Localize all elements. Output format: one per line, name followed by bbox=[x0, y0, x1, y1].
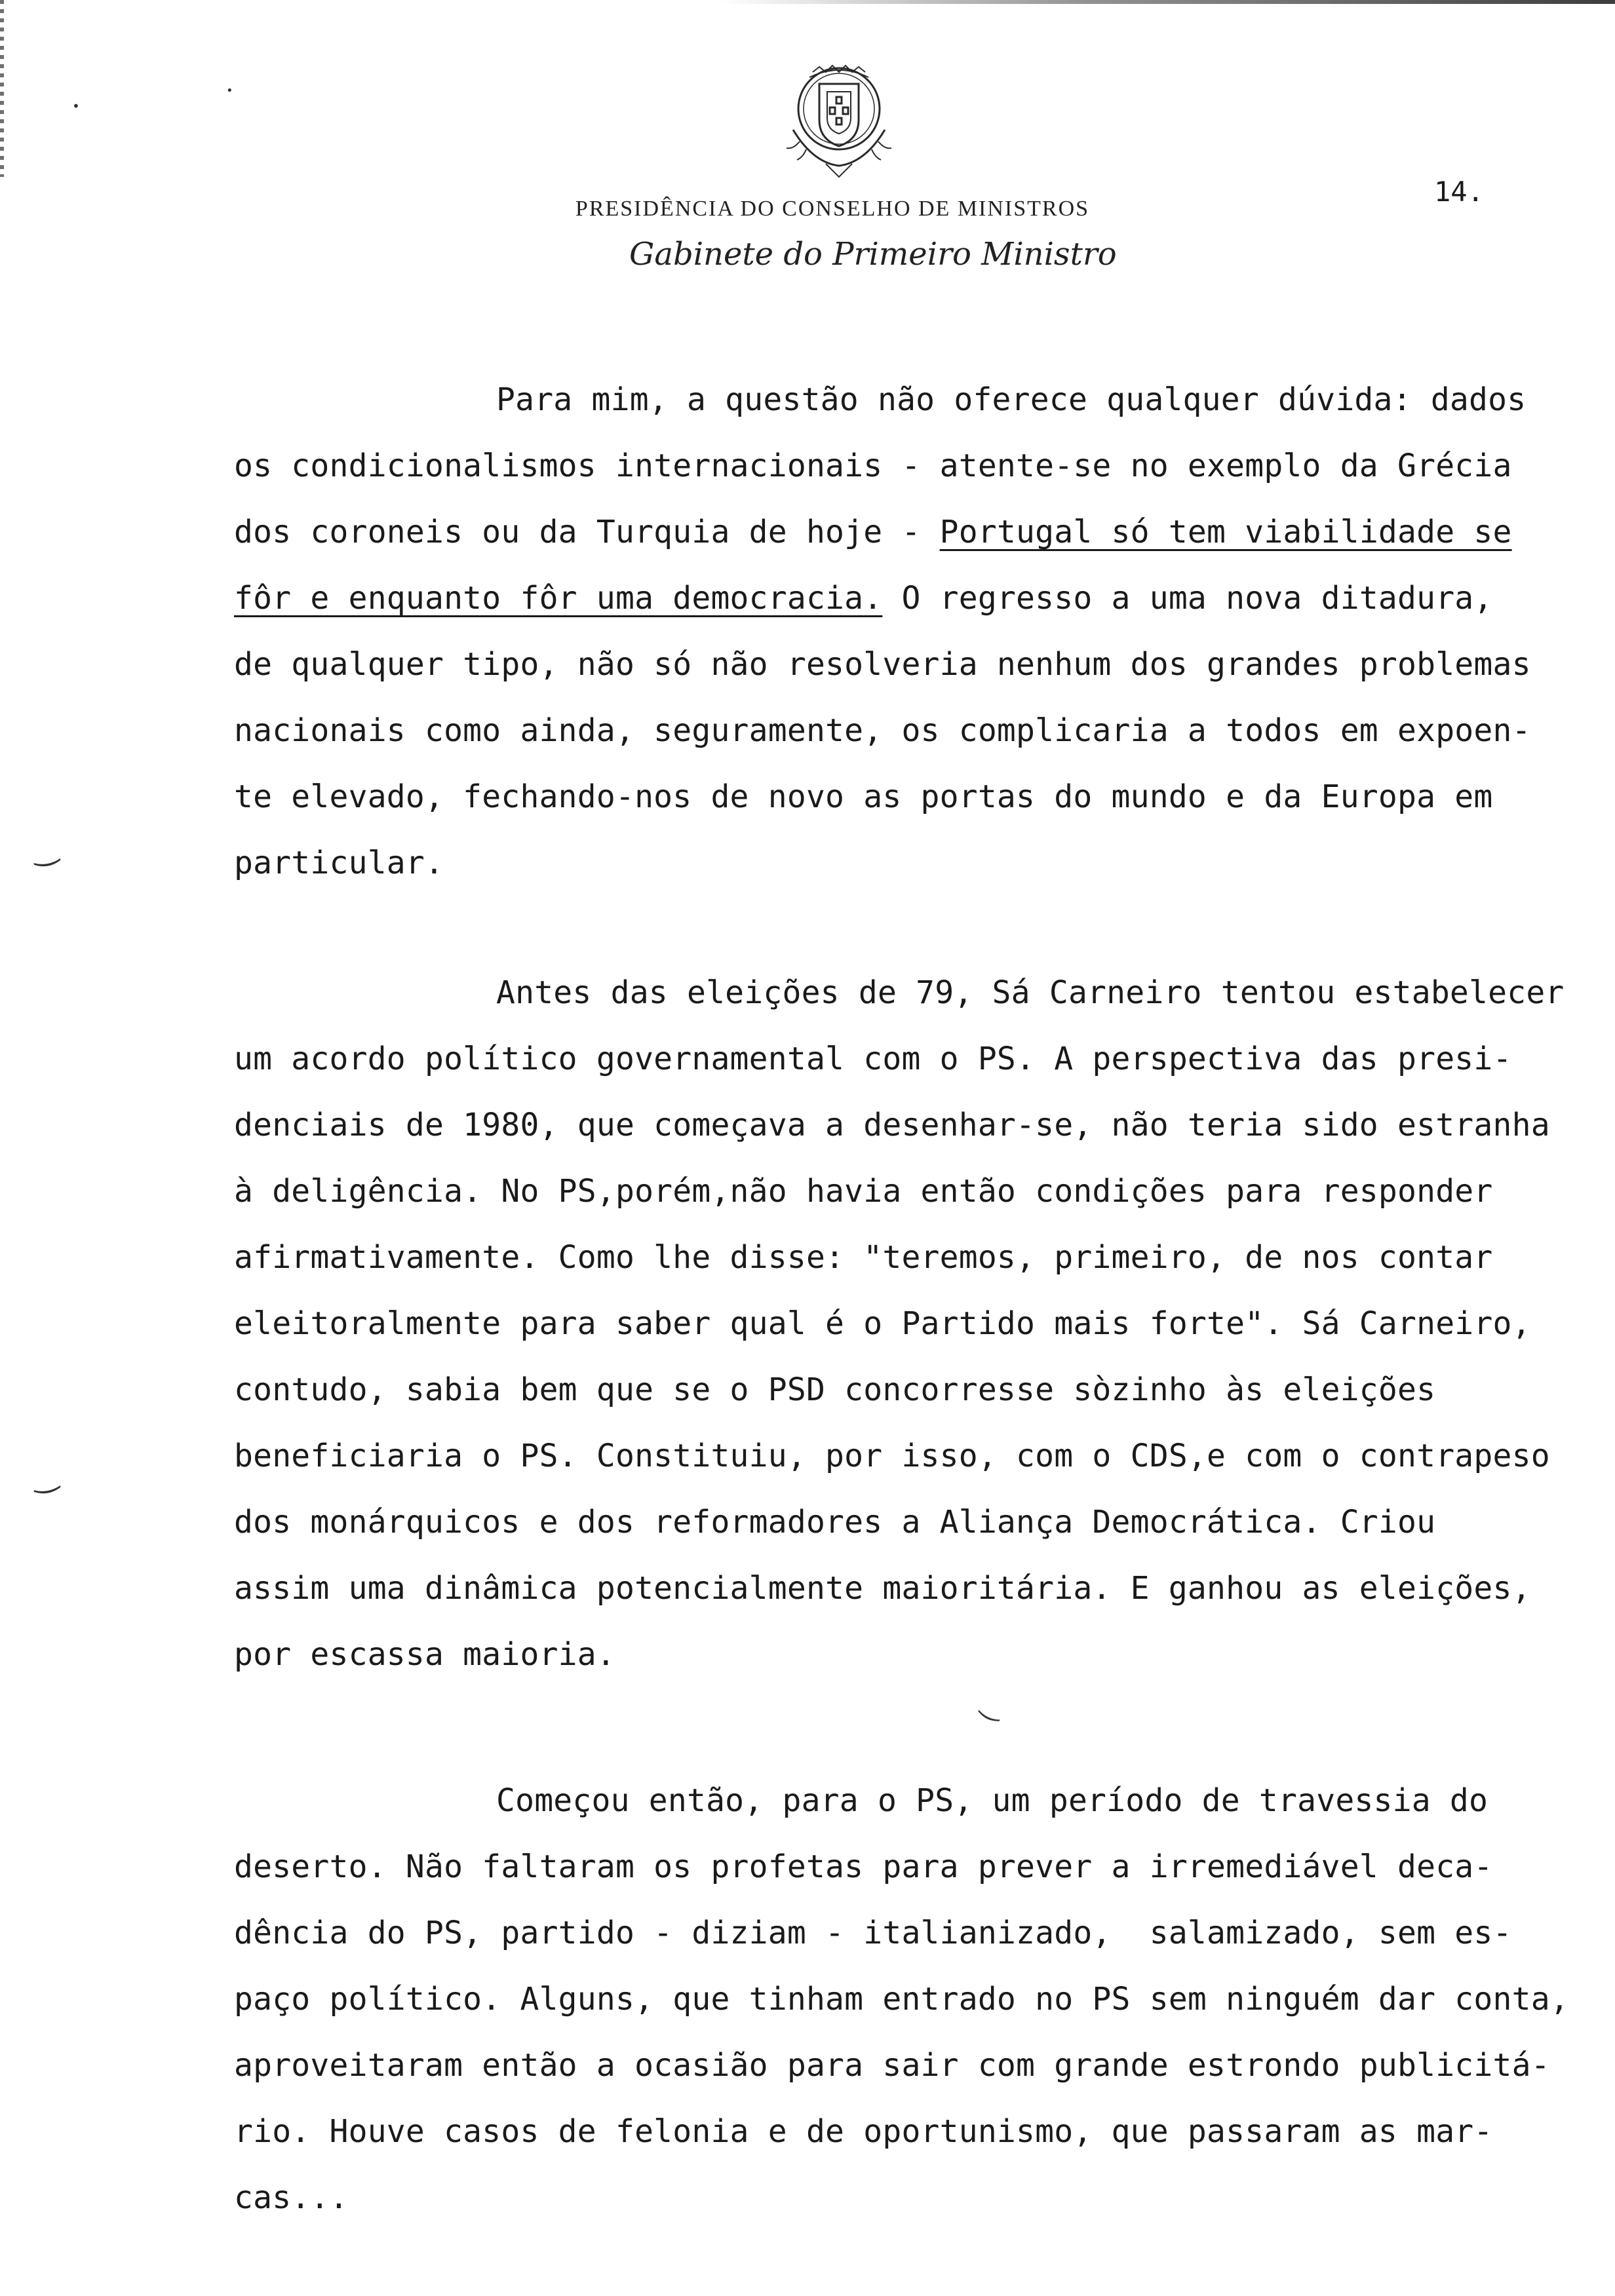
text-line: aproveitaram então a ocasião para sair com grande estrondo publicitá- bbox=[234, 2047, 1550, 2084]
text-line: afirmativamente. Como lhe disse: "teremos, primeiro, de nos contar bbox=[234, 1239, 1493, 1276]
text-line: denciais de 1980, que começava a desenhar-se, não teria sido estranha bbox=[234, 1107, 1550, 1143]
underlined-text: fôr e enquanto fôr uma democracia. bbox=[234, 580, 883, 617]
text-line: os condicionalismos internacionais - atente-se no exemplo da Grécia bbox=[234, 448, 1512, 484]
coat-of-arms-icon bbox=[773, 58, 905, 182]
text-line: Para mim, a questão não oferece qualquer dúvida: dados bbox=[496, 381, 1527, 418]
paragraph-3 bbox=[234, 1768, 1610, 2231]
text-line: dos monárquicos e dos reformadores a Aliança Democrática. Criou bbox=[234, 1504, 1436, 1540]
text-line: assim uma dinâmica potencialmente maioritária. E ganhou as eleições, bbox=[234, 1570, 1531, 1607]
paragraph-2 bbox=[234, 960, 1610, 1688]
text-line: por escassa maioria. bbox=[234, 1636, 615, 1673]
text-line: paço político. Alguns, que tinham entrado no PS sem ninguém dar conta, bbox=[234, 1981, 1569, 2018]
text-line: particular. bbox=[234, 845, 444, 881]
text-line: te elevado, fechando-nos de novo as portas do mundo e da Europa em bbox=[234, 778, 1493, 815]
office-subtitle: Gabinete do Primeiro Ministro bbox=[629, 236, 1117, 273]
text-line: rio. Houve casos de felonia e de oportunismo, que passaram as mar- bbox=[234, 2113, 1493, 2150]
scan-top-edge bbox=[721, 0, 1615, 4]
text-line bbox=[234, 499, 1610, 565]
paragraph-gap bbox=[234, 896, 1610, 960]
text-line: nacionais como ainda, seguramente, os complicaria a todos em expoen- bbox=[234, 712, 1531, 749]
scan-speck: • bbox=[226, 84, 233, 98]
paragraph-1 bbox=[234, 367, 1610, 896]
text-line: Antes das eleições de 79, Sá Carneiro tentou estabelecer bbox=[496, 974, 1565, 1011]
text-line: contudo, sabia bem que se o PSD concorresse sòzinho às eleições bbox=[234, 1371, 1436, 1408]
margin-bracket-mark: ‿ bbox=[29, 829, 60, 868]
office-title: PRESIDÊNCIA DO CONSELHO DE MINISTROS bbox=[575, 197, 1090, 221]
text-line: beneficiaria o PS. Constituiu, por isso, com o CDS,e com o contrapeso bbox=[234, 1438, 1550, 1474]
text-line bbox=[234, 565, 1610, 632]
document-body bbox=[234, 367, 1610, 2231]
text-line: um acordo político governamental com o PS. A perspectiva das presi- bbox=[234, 1041, 1512, 1077]
text-line: Começou então, para o PS, um período de travessia do bbox=[496, 1782, 1489, 1819]
paragraph-gap bbox=[234, 1688, 1610, 1768]
margin-bracket-mark: ‿ bbox=[29, 1456, 60, 1495]
text-line: deserto. Não faltaram os profetas para prever a irremediável deca- bbox=[234, 1848, 1493, 1885]
underlined-text: Portugal só tem viabilidade se bbox=[939, 514, 1512, 550]
text-line: de qualquer tipo, não só não resolveria nenhum dos grandes problemas bbox=[234, 646, 1531, 683]
scan-speck: • bbox=[72, 98, 80, 114]
text-segment: dos coroneis ou da Turquia de hoje - bbox=[234, 514, 940, 550]
text-line: eleitoralmente para saber qual é o Partido mais forte". Sá Carneiro, bbox=[234, 1305, 1531, 1342]
text-line: dência do PS, partido - diziam - italianizado, salamizado, sem es- bbox=[234, 1915, 1512, 1951]
scan-left-edge bbox=[0, 0, 4, 177]
text-line: à deligência. No PS,porém,não havia então condições para responder bbox=[234, 1173, 1493, 1210]
page-number: 14. bbox=[1434, 176, 1484, 208]
stray-pen-mark: ‿ bbox=[977, 1687, 1010, 1724]
text-segment: O regresso a uma nova ditadura, bbox=[882, 580, 1493, 617]
text-line: cas... bbox=[234, 2179, 349, 2216]
